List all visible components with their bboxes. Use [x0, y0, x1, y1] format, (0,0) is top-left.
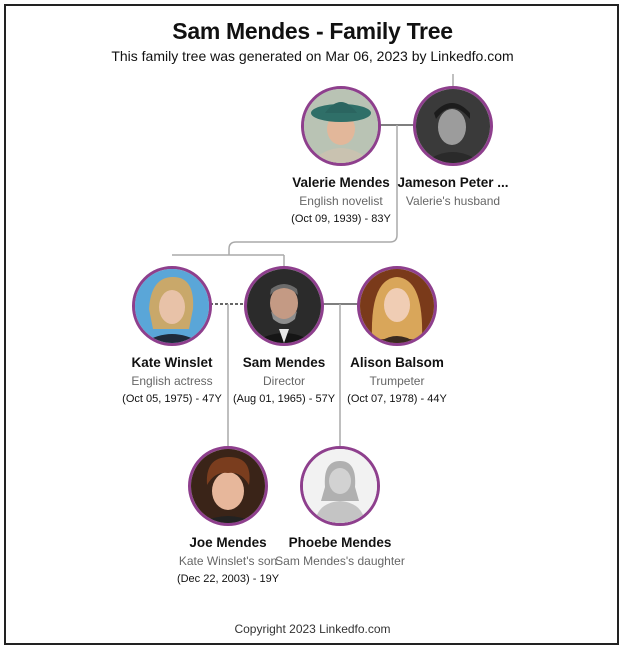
portrait-image-kate: [135, 269, 209, 343]
person-card-sam[interactable]: [219, 266, 349, 405]
portrait-image-sam: [247, 269, 321, 343]
person-name-jameson: Jameson Peter ...: [397, 175, 509, 190]
person-dates-alison: (Oct 07, 1978) - 44Y: [347, 393, 447, 405]
copyright-footer: Copyright 2023 Linkedfo.com: [234, 622, 391, 636]
avatar-joe: [188, 446, 268, 526]
person-role-jameson: Valerie's husband: [405, 194, 501, 208]
avatar-kate: [132, 266, 212, 346]
person-dates-joe: (Dec 22, 2003) - 19Y: [176, 573, 280, 585]
person-name-alison: Alison Balsom: [350, 355, 444, 370]
placeholder-avatar-icon: [303, 449, 377, 523]
person-role-valerie: English novelist: [299, 194, 383, 208]
person-role-kate: English actress: [131, 374, 213, 388]
avatar-sam: [244, 266, 324, 346]
person-card-alison[interactable]: [332, 266, 462, 405]
avatar-alison: [357, 266, 437, 346]
person-role-phoebe: Sam Mendes's daughter: [275, 554, 405, 568]
person-role-sam: Director: [262, 374, 305, 388]
person-card-jameson[interactable]: [388, 86, 518, 208]
person-name-kate: Kate Winslet: [131, 355, 213, 370]
person-name-joe: Joe Mendes: [189, 535, 267, 550]
person-name-phoebe: Phoebe Mendes: [288, 535, 392, 550]
person-name-sam: Sam Mendes: [242, 355, 326, 370]
avatar-valerie: [301, 86, 381, 166]
person-card-kate[interactable]: [107, 266, 237, 405]
avatar-phoebe: [300, 446, 380, 526]
person-card-valerie[interactable]: [276, 86, 406, 225]
person-role-joe: Kate Winslet's son: [178, 554, 278, 568]
portrait-image-joe: [191, 449, 265, 523]
person-dates-valerie: (Oct 09, 1939) - 83Y: [291, 213, 391, 225]
page-subtitle: This family tree was generated on Mar 06, 2023 by Linkedfo.com: [111, 48, 514, 64]
person-dates-kate: (Oct 05, 1975) - 47Y: [122, 393, 222, 405]
person-role-alison: Trumpeter: [369, 374, 425, 388]
person-card-joe[interactable]: [163, 446, 293, 585]
page-title: Sam Mendes - Family Tree: [172, 18, 453, 44]
person-name-valerie: Valerie Mendes: [292, 175, 390, 190]
portrait-image-jameson: [416, 89, 490, 163]
person-dates-sam: (Aug 01, 1965) - 57Y: [232, 393, 336, 405]
avatar-jameson: [413, 86, 493, 166]
portrait-image-alison: [360, 269, 434, 343]
portrait-image-valerie: [304, 89, 378, 163]
person-card-phoebe[interactable]: [275, 446, 405, 568]
